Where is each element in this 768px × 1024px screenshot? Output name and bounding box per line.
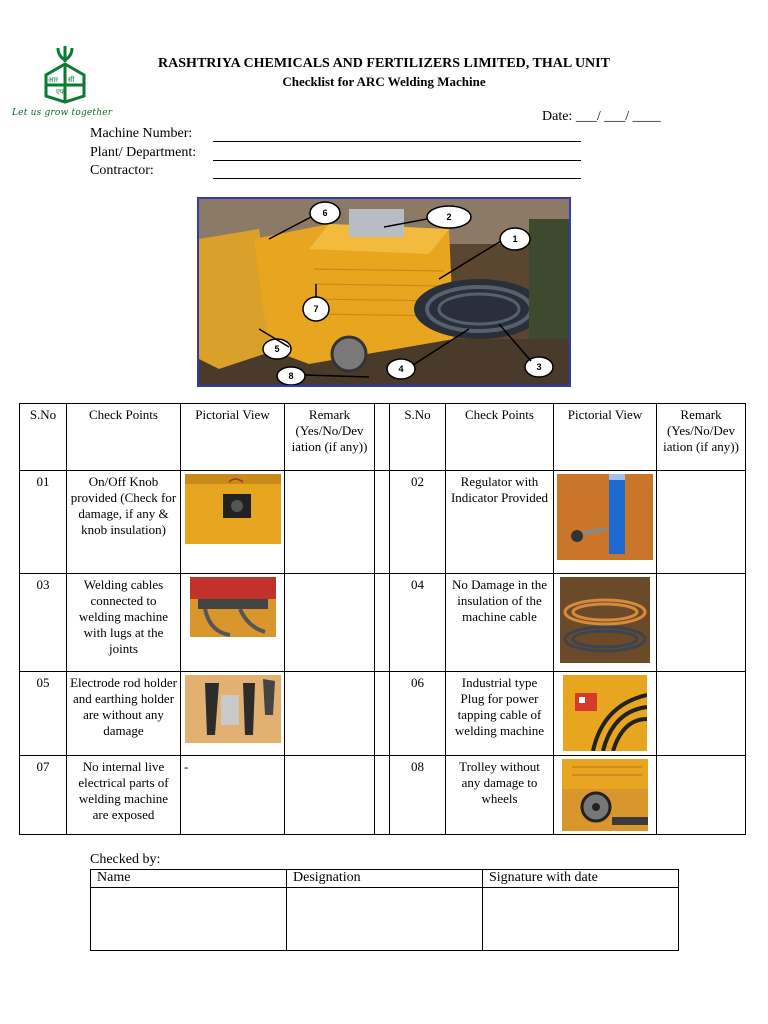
remark-cell[interactable] (285, 574, 375, 672)
callout-label-5: 5 (274, 344, 280, 354)
check-point-cell: Electrode rod holder and earthing holder are without any damage (67, 672, 181, 756)
plant-department-line[interactable] (213, 145, 581, 161)
date-field[interactable]: Date: ___/ ___/ ____ (542, 109, 661, 124)
remark-cell[interactable] (285, 672, 375, 756)
remark-cell[interactable] (285, 756, 375, 835)
regulator-image (557, 474, 653, 560)
industrial-plug-image (563, 675, 647, 751)
logo-tagline: Let us grow together (12, 108, 113, 118)
pictorial-view-cell (554, 672, 657, 756)
column-gap (375, 672, 390, 756)
callout-label-2: 2 (446, 212, 452, 222)
col-header-sno: S.No (390, 404, 446, 471)
col-header-pictorial-view: Pictorial View (181, 404, 285, 471)
callout-label-8: 8 (288, 371, 294, 381)
svg-text:सी: सी (68, 76, 75, 84)
holders-image (185, 675, 281, 743)
company-name: RASHTRIYA CHEMICALS AND FERTILIZERS LIMITED, THAL UNIT (158, 56, 610, 71)
pictorial-view-cell (181, 471, 285, 574)
column-gap (375, 404, 390, 471)
contractor-line[interactable] (213, 163, 581, 179)
signoff-header-row (91, 870, 679, 888)
callout-label-3: 3 (536, 362, 542, 372)
col-header-remark: Remark (Yes/No/Dev iation (if any)) (657, 404, 746, 471)
table-row (20, 574, 746, 672)
col-header-check-points: Check Points (446, 404, 554, 471)
machine-number-label: Machine Number: (90, 126, 193, 141)
column-gap (375, 756, 390, 835)
document-title: Checklist for ARC Welding Machine (282, 74, 486, 89)
designation-cell[interactable] (287, 888, 483, 951)
checklist-table (19, 403, 746, 835)
machine-number-line[interactable] (213, 126, 581, 142)
table-header-row (20, 404, 746, 471)
callout-label-1: 1 (512, 234, 518, 244)
callout-label-4: 4 (398, 364, 404, 374)
signature-cell[interactable] (483, 888, 679, 951)
remark-cell[interactable] (657, 574, 746, 672)
check-point-cell: Trolley without any damage to wheels (446, 756, 554, 835)
machine-number-field (90, 126, 212, 142)
signoff-entry-row (91, 888, 679, 951)
cable-coil-image (560, 577, 650, 663)
sno-cell: 02 (390, 471, 446, 574)
svg-text:एफ: एफ (56, 88, 66, 96)
name-header: Name (91, 870, 287, 888)
contractor-field (90, 163, 212, 179)
pictorial-view-cell: - (181, 756, 285, 835)
remark-cell[interactable] (657, 471, 746, 574)
designation-header: Designation (287, 870, 483, 888)
pictorial-view-cell (554, 471, 657, 574)
table-row (20, 471, 746, 574)
sno-cell: 01 (20, 471, 67, 574)
plant-department-field (90, 145, 212, 161)
column-gap (375, 471, 390, 574)
col-header-check-points: Check Points (67, 404, 181, 471)
cable-lugs-image (190, 577, 276, 637)
column-gap (375, 574, 390, 672)
sno-cell: 03 (20, 574, 67, 672)
check-point-cell: No internal live electrical parts of welding machine are exposed (67, 756, 181, 835)
col-header-sno: S.No (20, 404, 67, 471)
check-point-cell: On/Off Knob provided (Check for damage, if any & knob insulation) (67, 471, 181, 574)
callout-label-6: 6 (322, 208, 328, 218)
remark-cell[interactable] (285, 471, 375, 574)
col-header-pictorial-view: Pictorial View (554, 404, 657, 471)
name-cell[interactable] (91, 888, 287, 951)
check-point-cell: Regulator with Indicator Provided (446, 471, 554, 574)
rcf-logo-icon (40, 42, 90, 104)
signoff-table (90, 869, 679, 951)
checked-by-label: Checked by: (90, 852, 161, 867)
check-point-cell: No Damage in the insulation of the machine cable (446, 574, 554, 672)
pictorial-view-cell (181, 672, 285, 756)
col-header-remark: Remark (Yes/No/Dev iation (if any)) (285, 404, 375, 471)
contractor-label: Contractor: (90, 163, 154, 178)
pictorial-view-cell (554, 574, 657, 672)
sno-cell: 05 (20, 672, 67, 756)
welding-machine-photo (197, 197, 571, 387)
on-off-knob-image (185, 474, 281, 544)
plant-department-label: Plant/ Department: (90, 145, 197, 160)
trolley-wheel-image (562, 759, 648, 831)
logo-letter: आर (48, 76, 59, 84)
remark-cell[interactable] (657, 756, 746, 835)
pictorial-view-cell (181, 574, 285, 672)
table-row (20, 672, 746, 756)
check-point-cell: Industrial type Plug for power tapping cable of welding machine (446, 672, 554, 756)
table-row (20, 756, 746, 835)
remark-cell[interactable] (657, 672, 746, 756)
pictorial-view-cell (554, 756, 657, 835)
sno-cell: 04 (390, 574, 446, 672)
sno-cell: 07 (20, 756, 67, 835)
sno-cell: 08 (390, 756, 446, 835)
callout-label-7: 7 (313, 304, 319, 314)
signature-header: Signature with date (483, 870, 679, 888)
check-point-cell: Welding cables connected to welding machine with lugs at the joints (67, 574, 181, 672)
sno-cell: 06 (390, 672, 446, 756)
